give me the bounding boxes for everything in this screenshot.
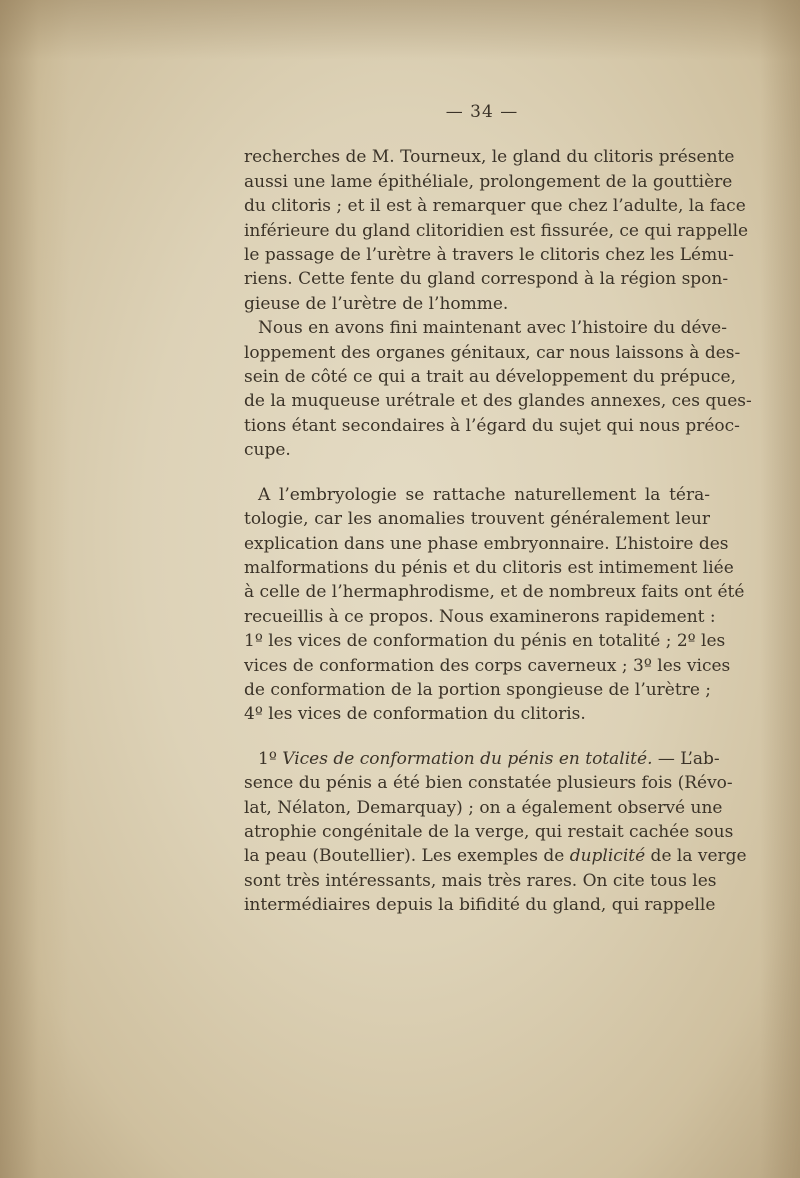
text-line: vices de conformation des corps caverneux ; 3º les vices — [244, 655, 731, 676]
text-fragment: la peau (Boutellier). Les exemples de — [244, 846, 570, 867]
page-shadow-right — [760, 0, 800, 1178]
section-heading-line — [244, 747, 720, 771]
page-body — [244, 100, 752, 918]
text-line: de conformation de la portion spongieuse de l’urètre ; — [244, 679, 712, 700]
text-line: le passage de l’urètre à travers le clitoris chez les Lému- — [244, 245, 734, 266]
text-line: aussi une lame épithéliale, prolongement de la gouttière — [244, 171, 733, 192]
text-line: tologie, car les anomalies trouvent généralement leur — [244, 509, 710, 530]
text-line: A l’embryologie se rattache naturellement la téra- — [258, 484, 710, 505]
text-line: sont très intéressants, mais très rares. On cite tous les — [244, 870, 717, 891]
text-line: riens. Cette fente du gland correspond à la région spon- — [244, 269, 729, 290]
paragraph-gap — [244, 463, 710, 483]
heading-number: 1º — [258, 748, 283, 769]
text-line: 1º les vices de conformation du pénis en totalité ; 2º les — [244, 631, 726, 652]
paragraph-gap — [244, 727, 710, 747]
paragraph-4 — [244, 747, 747, 918]
text-line: recueillis à ce propos. Nous examinerons rapidement : — [244, 606, 716, 627]
text-line: cupe. — [244, 440, 291, 461]
heading-suffix: — L’ab- — [652, 748, 720, 769]
text-line: de la muqueuse urétrale et des glandes annexes, ces ques- — [244, 391, 752, 412]
text-line: explication dans une phase embryonnaire. L’histoire des — [244, 533, 729, 554]
page-shadow-top — [0, 0, 800, 60]
text-line: du clitoris ; et il est à remarquer que chez l’adulte, la face — [244, 196, 746, 217]
text-line: recherches de M. Tourneux, le gland du clitoris présente — [244, 147, 735, 168]
text-line: sein de côté ce qui a trait au développement du prépuce, — [244, 367, 737, 388]
text-line: gieuse de l’urètre de l’homme. — [244, 293, 509, 314]
text-line: à celle de l’hermaphrodisme, et de nombreux faits ont été — [244, 582, 745, 603]
text-line: atrophie congénitale de la verge, qui restait cachée sous — [244, 821, 734, 842]
paragraph-2 — [244, 316, 752, 462]
paragraph-3 — [244, 483, 745, 727]
text-fragment: de la verge — [645, 846, 747, 867]
section-heading-italic: Vices de conformation du pénis en totalité. — [282, 748, 653, 769]
text-line: intermédiaires depuis la bifidité du gland, qui rappelle — [244, 895, 716, 916]
italic-word: duplicité — [569, 846, 646, 867]
text-line: 4º les vices de conformation du clitoris. — [244, 704, 586, 725]
text-line: Nous en avons fini maintenant avec l’histoire du déve- — [258, 318, 727, 339]
text-line: malformations du pénis et du clitoris est intimement liée — [244, 557, 734, 578]
text-line-with-italic — [244, 844, 747, 868]
text-line: loppement des organes génitaux, car nous laissons à des- — [244, 342, 741, 363]
page-number: — 34 — — [445, 102, 519, 122]
page-shadow-left — [0, 0, 70, 1178]
text-line: lat, Nélaton, Demarquay) ; on a également observé une — [244, 797, 723, 818]
text-line: tions étant secondaires à l’égard du sujet qui nous préoc- — [244, 415, 740, 436]
text-line: inférieure du gland clitoridien est fissurée, ce qui rappelle — [244, 220, 749, 241]
text-line: sence du pénis a été bien constatée plusieurs fois (Révo- — [244, 773, 733, 794]
paragraph-1 — [244, 145, 749, 316]
